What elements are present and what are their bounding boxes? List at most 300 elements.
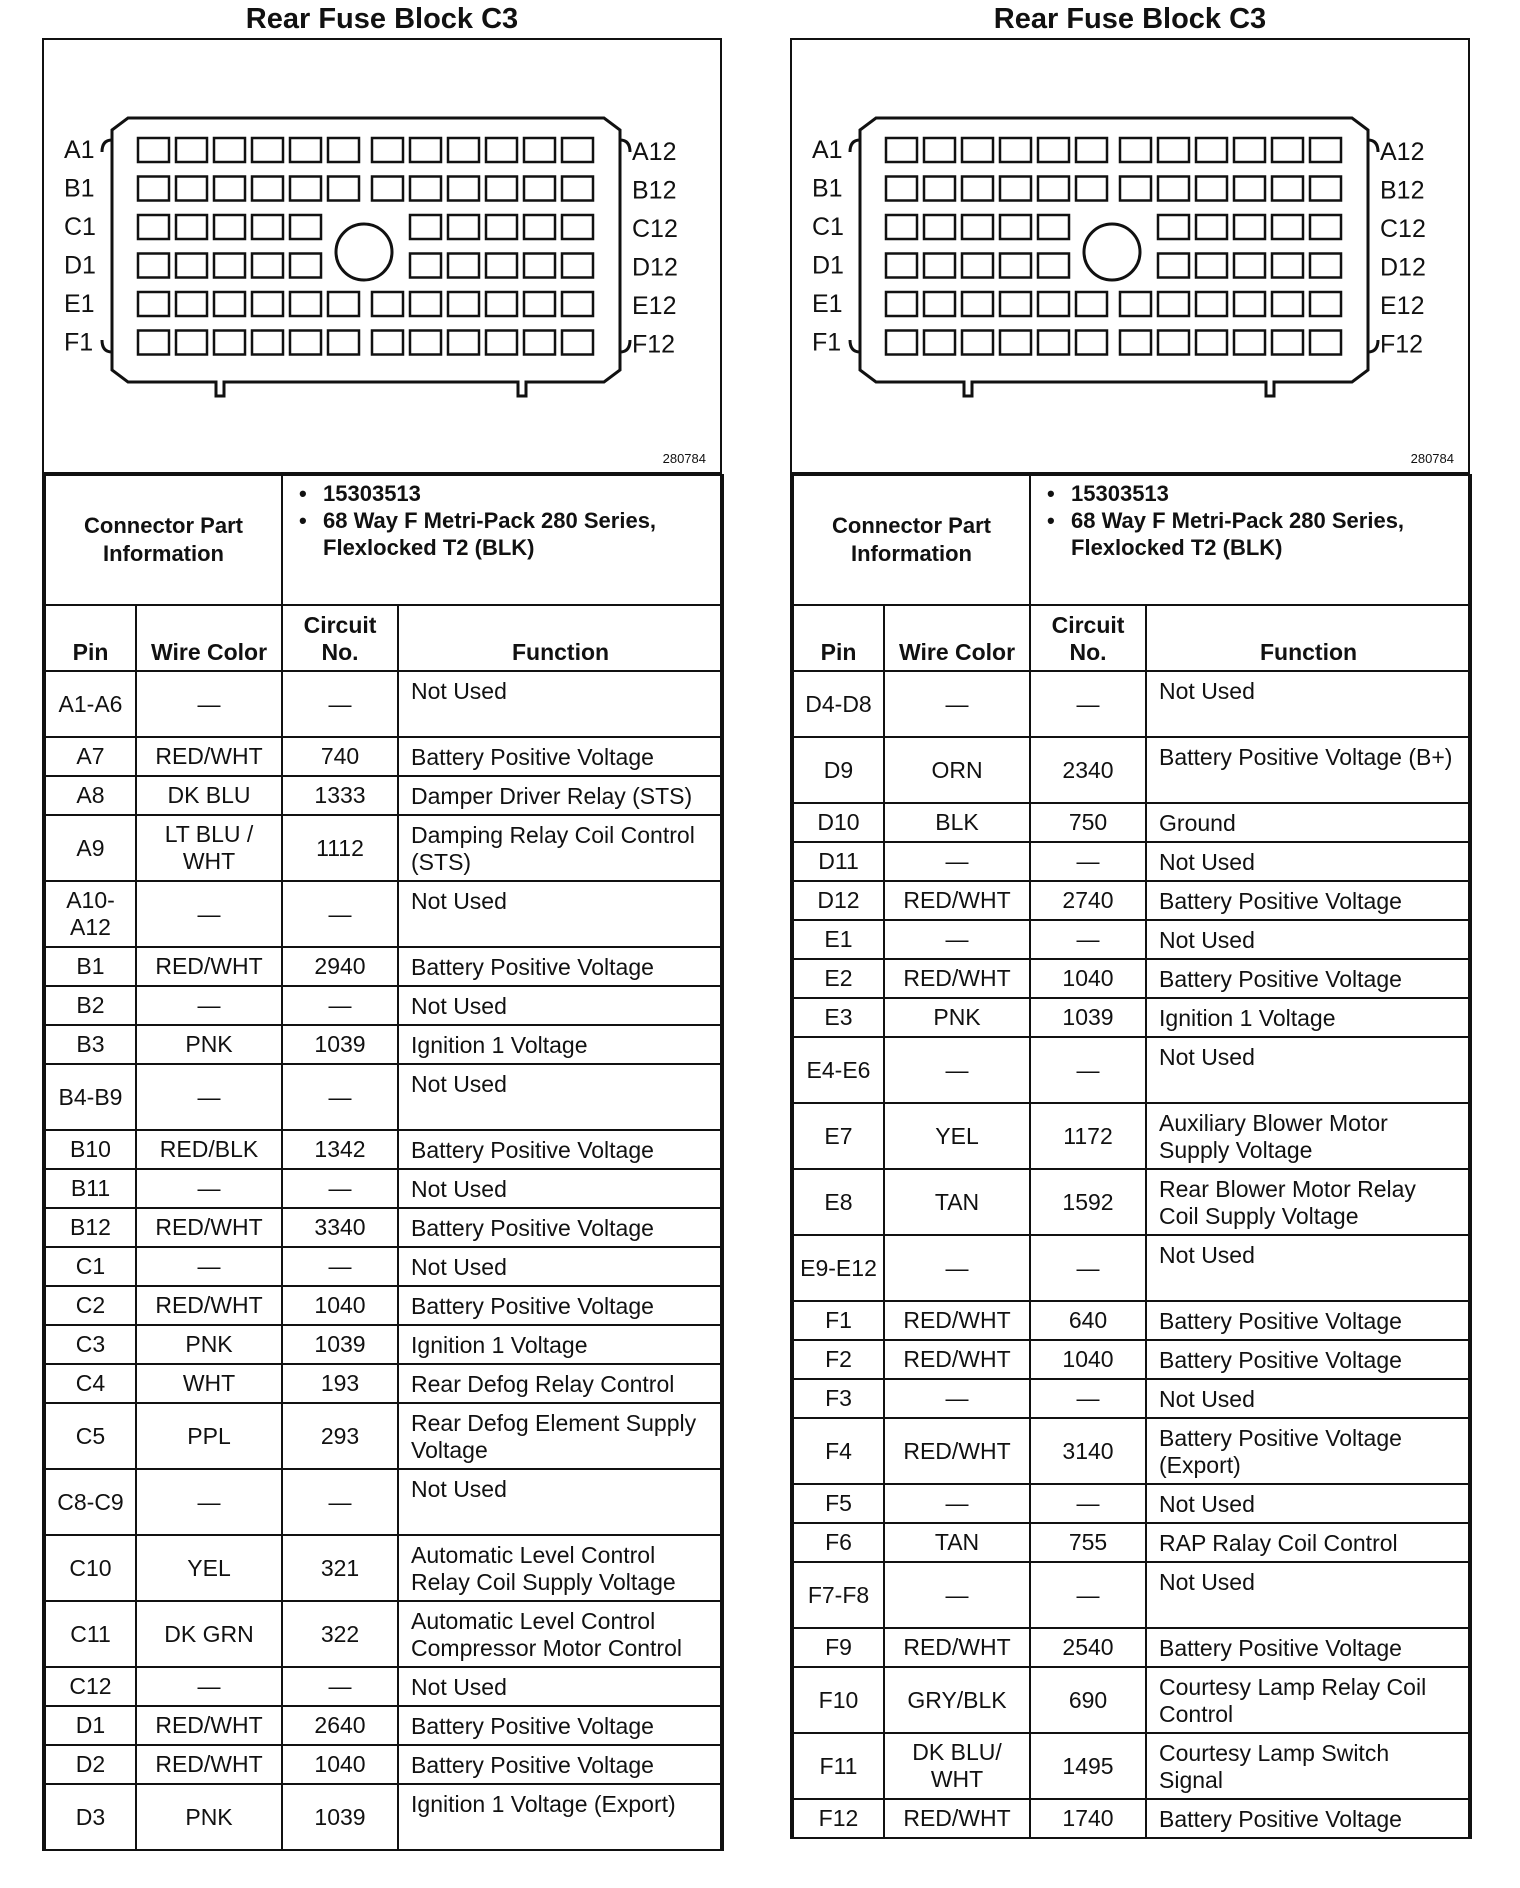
pin-cavity bbox=[410, 331, 441, 355]
table-row bbox=[793, 1340, 1471, 1379]
pin-cavity bbox=[886, 177, 917, 201]
wire-color-cell: — bbox=[136, 986, 282, 1025]
function-cell: Not Used bbox=[398, 881, 723, 947]
function-cell: Not Used bbox=[1146, 1562, 1471, 1628]
table-row bbox=[45, 737, 723, 776]
table-row bbox=[45, 1364, 723, 1403]
circuit-no-cell: 2640 bbox=[282, 1706, 398, 1745]
wire-color-cell: BLK bbox=[884, 803, 1030, 842]
wire-color-cell: RED/BLK bbox=[136, 1130, 282, 1169]
pin-cavity bbox=[372, 138, 403, 162]
pin-cavity bbox=[1038, 254, 1069, 278]
pin-cavity bbox=[1158, 292, 1189, 316]
circuit-no-cell: — bbox=[282, 671, 398, 737]
circuit-no-cell: — bbox=[1030, 1562, 1146, 1628]
function-cell: Not Used bbox=[1146, 1235, 1471, 1301]
pin-cell: E1 bbox=[793, 920, 884, 959]
pin-cavity bbox=[1038, 215, 1069, 239]
pin-cavity bbox=[448, 177, 479, 201]
wire-color-cell: — bbox=[136, 1064, 282, 1130]
circuit-no-cell: — bbox=[1030, 1484, 1146, 1523]
pin-cavity bbox=[886, 331, 917, 355]
pin-cavity bbox=[562, 177, 593, 201]
pin-cell: C4 bbox=[45, 1364, 136, 1403]
circuit-no-cell: 2340 bbox=[1030, 737, 1146, 803]
pin-cell: E3 bbox=[793, 998, 884, 1037]
circuit-no-cell: — bbox=[1030, 920, 1146, 959]
function-cell: Damper Driver Relay (STS) bbox=[398, 776, 723, 815]
wire-color-cell: — bbox=[136, 1247, 282, 1286]
pin-cavity bbox=[252, 331, 283, 355]
pin-cell: F6 bbox=[793, 1523, 884, 1562]
pin-cavity bbox=[290, 331, 321, 355]
pin-cell: C5 bbox=[45, 1403, 136, 1469]
pin-cavity bbox=[372, 331, 403, 355]
connector-part-info-list bbox=[1030, 475, 1471, 605]
wire-color-cell: — bbox=[136, 1469, 282, 1535]
pin-cavity bbox=[448, 331, 479, 355]
row-label-start: C1 bbox=[812, 213, 844, 241]
pin-cavity bbox=[1038, 292, 1069, 316]
pin-cell: D3 bbox=[45, 1784, 136, 1850]
pin-cavity bbox=[1272, 331, 1303, 355]
table-row bbox=[793, 1379, 1471, 1418]
row-label-start: D1 bbox=[812, 251, 844, 280]
wire-color-cell: — bbox=[884, 920, 1030, 959]
wire-color-cell: YEL bbox=[136, 1535, 282, 1601]
pin-cavity bbox=[448, 215, 479, 239]
pin-cavity bbox=[328, 177, 359, 201]
table-row bbox=[793, 1628, 1471, 1667]
circuit-no-cell: 1342 bbox=[282, 1130, 398, 1169]
table-row bbox=[793, 920, 1471, 959]
pin-cavity bbox=[138, 292, 169, 316]
wire-color-cell: RED/WHT bbox=[884, 959, 1030, 998]
pin-cavity bbox=[1000, 331, 1031, 355]
wire-color-cell: RED/WHT bbox=[136, 1208, 282, 1247]
table-row bbox=[793, 737, 1471, 803]
wire-color-cell: PPL bbox=[136, 1403, 282, 1469]
circuit-no-cell: 321 bbox=[282, 1535, 398, 1601]
pin-cavity bbox=[1000, 215, 1031, 239]
table-row bbox=[45, 815, 723, 881]
function-cell: Battery Positive Voltage bbox=[398, 1286, 723, 1325]
wire-color-cell: — bbox=[884, 1562, 1030, 1628]
pin-cavity bbox=[1272, 215, 1303, 239]
pin-cavity bbox=[372, 292, 403, 316]
wire-color-cell: WHT bbox=[136, 1364, 282, 1403]
pin-cavity bbox=[290, 177, 321, 201]
connector-diagram bbox=[44, 40, 720, 474]
table-row bbox=[45, 1469, 723, 1535]
pin-cavity bbox=[252, 138, 283, 162]
pin-cavity bbox=[1120, 292, 1151, 316]
table-row bbox=[45, 1535, 723, 1601]
table-row bbox=[45, 947, 723, 986]
pin-cavity bbox=[1234, 215, 1265, 239]
pin-cavity bbox=[1038, 331, 1069, 355]
row-label-start: E1 bbox=[64, 290, 95, 318]
pin-cavity bbox=[1038, 138, 1069, 162]
function-cell: Battery Positive Voltage bbox=[398, 1745, 723, 1784]
function-cell: Damping Relay Coil Control (STS) bbox=[398, 815, 723, 881]
pin-cavity bbox=[924, 138, 955, 162]
pin-cavity bbox=[962, 292, 993, 316]
wire-color-cell: TAN bbox=[884, 1169, 1030, 1235]
pin-cavity bbox=[1000, 177, 1031, 201]
table-row bbox=[45, 1208, 723, 1247]
header-circuit-no: Circuit No. bbox=[1030, 605, 1146, 671]
function-cell: Not Used bbox=[398, 1667, 723, 1706]
pin-cavity bbox=[1272, 138, 1303, 162]
circuit-no-cell: 193 bbox=[282, 1364, 398, 1403]
circuit-no-cell: 755 bbox=[1030, 1523, 1146, 1562]
function-cell: Not Used bbox=[398, 1247, 723, 1286]
row-label-start: E1 bbox=[812, 290, 843, 318]
pin-cavity bbox=[176, 254, 207, 278]
circuit-no-cell: — bbox=[1030, 842, 1146, 881]
pin-cavity bbox=[924, 331, 955, 355]
table-row bbox=[793, 1235, 1471, 1301]
pin-cell: B3 bbox=[45, 1025, 136, 1064]
pin-cavity bbox=[252, 177, 283, 201]
pin-cavity bbox=[1272, 292, 1303, 316]
row-label-start: F1 bbox=[64, 328, 94, 357]
function-cell: Ignition 1 Voltage bbox=[1146, 998, 1471, 1037]
pin-cavity bbox=[214, 177, 245, 201]
circuit-no-cell: — bbox=[282, 1064, 398, 1130]
connector-type: • 68 Way F Metri-Pack 280 Series, Flexlocked T2 (BLK) bbox=[323, 507, 712, 561]
wire-color-cell: RED/WHT bbox=[884, 1418, 1030, 1484]
wire-color-cell: ORN bbox=[884, 737, 1030, 803]
connector-part-info-row bbox=[793, 475, 1471, 605]
pin-cavity bbox=[1076, 331, 1107, 355]
pin-cell: B10 bbox=[45, 1130, 136, 1169]
table-row bbox=[793, 1418, 1471, 1484]
pin-cavity bbox=[138, 177, 169, 201]
function-cell: Battery Positive Voltage bbox=[1146, 959, 1471, 998]
wire-color-cell: DK BLU bbox=[136, 776, 282, 815]
row-label-start: C1 bbox=[64, 213, 96, 241]
pin-cavity bbox=[214, 254, 245, 278]
pin-cavity bbox=[328, 331, 359, 355]
pin-cavity bbox=[886, 254, 917, 278]
pin-cell: F2 bbox=[793, 1340, 884, 1379]
wire-color-cell: YEL bbox=[884, 1103, 1030, 1169]
connector-box bbox=[42, 38, 722, 1851]
pin-cavity bbox=[1310, 292, 1341, 316]
pin-cell: D1 bbox=[45, 1706, 136, 1745]
table-row bbox=[45, 1286, 723, 1325]
table-row bbox=[45, 776, 723, 815]
table-row bbox=[45, 1403, 723, 1469]
pin-cavity bbox=[886, 138, 917, 162]
table-row bbox=[45, 1706, 723, 1745]
circuit-no-cell: 1040 bbox=[1030, 959, 1146, 998]
function-cell: Courtesy Lamp Relay Coil Control bbox=[1146, 1667, 1471, 1733]
pin-cell: E2 bbox=[793, 959, 884, 998]
pin-cavity bbox=[1196, 292, 1227, 316]
function-cell: Auxiliary Blower Motor Supply Voltage bbox=[1146, 1103, 1471, 1169]
circuit-no-cell: 1172 bbox=[1030, 1103, 1146, 1169]
pin-cavity bbox=[924, 215, 955, 239]
row-label-end: B12 bbox=[632, 176, 677, 205]
row-label-start: B1 bbox=[64, 174, 95, 203]
table-header bbox=[793, 605, 1471, 671]
table-row bbox=[793, 1667, 1471, 1733]
pin-cavity bbox=[1120, 177, 1151, 201]
circuit-no-cell: 3140 bbox=[1030, 1418, 1146, 1484]
wire-color-cell: DK BLU/ WHT bbox=[884, 1733, 1030, 1799]
pin-cell: C10 bbox=[45, 1535, 136, 1601]
function-cell: Battery Positive Voltage bbox=[1146, 1799, 1471, 1838]
circuit-no-cell: 640 bbox=[1030, 1301, 1146, 1340]
table-row bbox=[793, 842, 1471, 881]
pin-cavity bbox=[524, 215, 555, 239]
pin-cavity bbox=[214, 331, 245, 355]
pin-cell: A7 bbox=[45, 737, 136, 776]
function-cell: Not Used bbox=[398, 1469, 723, 1535]
pinout-table bbox=[44, 474, 724, 1851]
pin-cavity bbox=[328, 292, 359, 316]
header-wire-color: Wire Color bbox=[136, 605, 282, 671]
row-label-end: A12 bbox=[632, 138, 677, 166]
wire-color-cell: PNK bbox=[136, 1784, 282, 1850]
pin-cavity bbox=[410, 177, 441, 201]
pin-cavity bbox=[1158, 331, 1189, 355]
pin-cavity bbox=[1310, 215, 1341, 239]
pin-cavity bbox=[176, 177, 207, 201]
function-cell: Automatic Level Control Relay Coil Supply Voltage bbox=[398, 1535, 723, 1601]
table-row bbox=[45, 1601, 723, 1667]
function-cell: Battery Positive Voltage bbox=[1146, 1340, 1471, 1379]
pin-cavity bbox=[1310, 138, 1341, 162]
table-row bbox=[45, 1064, 723, 1130]
pin-cavity bbox=[176, 331, 207, 355]
pin-cavity bbox=[410, 138, 441, 162]
row-label-end: B12 bbox=[1380, 176, 1425, 205]
connector-face-drawing bbox=[792, 40, 1468, 470]
pin-cavity bbox=[524, 138, 555, 162]
pin-cavity bbox=[962, 138, 993, 162]
row-label-end: D12 bbox=[1380, 253, 1426, 282]
wire-color-cell: PNK bbox=[884, 998, 1030, 1037]
pin-cavity bbox=[1120, 138, 1151, 162]
function-cell: Battery Positive Voltage bbox=[1146, 1301, 1471, 1340]
pin-cell: D10 bbox=[793, 803, 884, 842]
pin-cavity bbox=[486, 138, 517, 162]
wire-color-cell: — bbox=[884, 1037, 1030, 1103]
pin-cell: F1 bbox=[793, 1301, 884, 1340]
wire-color-cell: RED/WHT bbox=[136, 1706, 282, 1745]
circuit-no-cell: 1740 bbox=[1030, 1799, 1146, 1838]
row-label-end: F12 bbox=[632, 330, 676, 359]
pin-cavity bbox=[290, 254, 321, 278]
pin-cavity bbox=[1000, 254, 1031, 278]
pin-cavity bbox=[1234, 292, 1265, 316]
pinout-rows bbox=[45, 671, 723, 1850]
pin-cell: D11 bbox=[793, 842, 884, 881]
function-cell: Rear Defog Relay Control bbox=[398, 1364, 723, 1403]
table-row bbox=[45, 1325, 723, 1364]
function-cell: Not Used bbox=[1146, 1379, 1471, 1418]
pin-cavity bbox=[562, 215, 593, 239]
pin-cavity bbox=[1196, 215, 1227, 239]
pin-cavity bbox=[214, 215, 245, 239]
circuit-no-cell: 1039 bbox=[282, 1325, 398, 1364]
pin-cavity bbox=[1272, 254, 1303, 278]
table-row bbox=[45, 1667, 723, 1706]
function-cell: Battery Positive Voltage bbox=[398, 947, 723, 986]
pin-cavity bbox=[448, 254, 479, 278]
circuit-no-cell: — bbox=[282, 1247, 398, 1286]
pin-cavity bbox=[138, 331, 169, 355]
pin-cell: C12 bbox=[45, 1667, 136, 1706]
function-cell: Not Used bbox=[398, 1169, 723, 1208]
wire-color-cell: — bbox=[136, 1169, 282, 1208]
function-cell: Battery Positive Voltage bbox=[398, 1208, 723, 1247]
pin-cell: B12 bbox=[45, 1208, 136, 1247]
circuit-no-cell: 1040 bbox=[282, 1745, 398, 1784]
pin-cavity bbox=[1158, 254, 1189, 278]
wire-color-cell: GRY/BLK bbox=[884, 1667, 1030, 1733]
pin-cavity bbox=[448, 138, 479, 162]
header-pin: Pin bbox=[793, 605, 884, 671]
function-cell: Courtesy Lamp Switch Signal bbox=[1146, 1733, 1471, 1799]
function-cell: Battery Positive Voltage bbox=[398, 737, 723, 776]
pin-cavity bbox=[962, 177, 993, 201]
circuit-no-cell: 293 bbox=[282, 1403, 398, 1469]
header-wire-color: Wire Color bbox=[884, 605, 1030, 671]
function-cell: Battery Positive Voltage bbox=[1146, 1628, 1471, 1667]
pin-cell: E4-E6 bbox=[793, 1037, 884, 1103]
circuit-no-cell: 1039 bbox=[282, 1025, 398, 1064]
function-cell: Battery Positive Voltage bbox=[1146, 881, 1471, 920]
pin-cavity bbox=[1158, 138, 1189, 162]
wire-color-cell: TAN bbox=[884, 1523, 1030, 1562]
pin-cavity bbox=[486, 331, 517, 355]
pin-cavity bbox=[1076, 138, 1107, 162]
circuit-no-cell: — bbox=[282, 986, 398, 1025]
table-row bbox=[793, 1037, 1471, 1103]
pin-cell: C11 bbox=[45, 1601, 136, 1667]
pin-cavity bbox=[1196, 331, 1227, 355]
wire-color-cell: DK GRN bbox=[136, 1601, 282, 1667]
circuit-no-cell: 690 bbox=[1030, 1667, 1146, 1733]
table-row bbox=[793, 1103, 1471, 1169]
row-label-start: A1 bbox=[64, 136, 95, 164]
function-cell: Automatic Level Control Compressor Motor Control bbox=[398, 1601, 723, 1667]
pin-cavity bbox=[924, 254, 955, 278]
pin-cell: F11 bbox=[793, 1733, 884, 1799]
function-cell: Battery Positive Voltage (Export) bbox=[1146, 1418, 1471, 1484]
pin-cavity bbox=[962, 215, 993, 239]
pin-cell: D4-D8 bbox=[793, 671, 884, 737]
table-row bbox=[45, 1130, 723, 1169]
pin-cavity bbox=[138, 138, 169, 162]
connector-part-info-label: Connector Part Information bbox=[793, 475, 1030, 605]
pin-cell: C3 bbox=[45, 1325, 136, 1364]
connector-box bbox=[790, 38, 1470, 1839]
row-label-end: D12 bbox=[632, 253, 678, 282]
pin-cavity bbox=[1234, 254, 1265, 278]
pin-cavity bbox=[448, 292, 479, 316]
part-number: • 15303513 bbox=[1071, 480, 1460, 507]
circuit-no-cell: 1040 bbox=[1030, 1340, 1146, 1379]
pin-cavity bbox=[562, 292, 593, 316]
pin-cell: B2 bbox=[45, 986, 136, 1025]
pin-cavity bbox=[1310, 331, 1341, 355]
pin-cavity bbox=[1196, 177, 1227, 201]
table-row bbox=[45, 671, 723, 737]
pin-cell: E9-E12 bbox=[793, 1235, 884, 1301]
pin-cavity bbox=[886, 215, 917, 239]
pin-cavity bbox=[924, 177, 955, 201]
row-label-start: B1 bbox=[812, 174, 843, 203]
wire-color-cell: — bbox=[884, 671, 1030, 737]
header-pin: Pin bbox=[45, 605, 136, 671]
row-label-end: A12 bbox=[1380, 138, 1425, 166]
pin-cell: C2 bbox=[45, 1286, 136, 1325]
pin-cavity bbox=[1000, 292, 1031, 316]
connector-face-drawing bbox=[44, 40, 720, 470]
circuit-no-cell: — bbox=[1030, 1037, 1146, 1103]
pin-cell: F9 bbox=[793, 1628, 884, 1667]
pin-cavity bbox=[290, 215, 321, 239]
pin-cavity bbox=[372, 177, 403, 201]
function-cell: Battery Positive Voltage (B+) bbox=[1146, 737, 1471, 803]
part-number: • 15303513 bbox=[323, 480, 712, 507]
pin-cavity bbox=[1234, 177, 1265, 201]
pin-cavity bbox=[1310, 254, 1341, 278]
connector-type: • 68 Way F Metri-Pack 280 Series, Flexlocked T2 (BLK) bbox=[1071, 507, 1460, 561]
pin-cavity bbox=[252, 215, 283, 239]
circuit-no-cell: 2740 bbox=[1030, 881, 1146, 920]
table-row bbox=[45, 1247, 723, 1286]
row-label-start: D1 bbox=[64, 251, 96, 280]
pin-cavity bbox=[1000, 138, 1031, 162]
pin-cavity bbox=[410, 292, 441, 316]
wire-color-cell: RED/WHT bbox=[884, 881, 1030, 920]
pin-cavity bbox=[1196, 138, 1227, 162]
row-label-start: F1 bbox=[812, 328, 842, 357]
pin-cell: B4-B9 bbox=[45, 1064, 136, 1130]
pin-cavity bbox=[1310, 177, 1341, 201]
wire-color-cell: — bbox=[884, 1379, 1030, 1418]
panel-title: Rear Fuse Block C3 bbox=[993, 3, 1267, 35]
circuit-no-cell: — bbox=[282, 881, 398, 947]
pin-cavity bbox=[1076, 177, 1107, 201]
left-connector-panel bbox=[42, 0, 722, 1851]
function-cell: Battery Positive Voltage bbox=[398, 1130, 723, 1169]
pin-cavity bbox=[410, 254, 441, 278]
circuit-no-cell: 750 bbox=[1030, 803, 1146, 842]
wire-color-cell: — bbox=[884, 1484, 1030, 1523]
pin-cavity bbox=[138, 254, 169, 278]
pin-cavity bbox=[410, 215, 441, 239]
panel-title: Rear Fuse Block C3 bbox=[245, 3, 519, 35]
circuit-no-cell: 1333 bbox=[282, 776, 398, 815]
pin-cavity bbox=[176, 215, 207, 239]
pin-cell: E8 bbox=[793, 1169, 884, 1235]
circuit-no-cell: 740 bbox=[282, 737, 398, 776]
pin-cell: F4 bbox=[793, 1418, 884, 1484]
function-cell: Ignition 1 Voltage bbox=[398, 1025, 723, 1064]
pin-cavity bbox=[252, 292, 283, 316]
pin-cavity bbox=[886, 292, 917, 316]
header-function: Function bbox=[398, 605, 723, 671]
circuit-no-cell: 1495 bbox=[1030, 1733, 1146, 1799]
